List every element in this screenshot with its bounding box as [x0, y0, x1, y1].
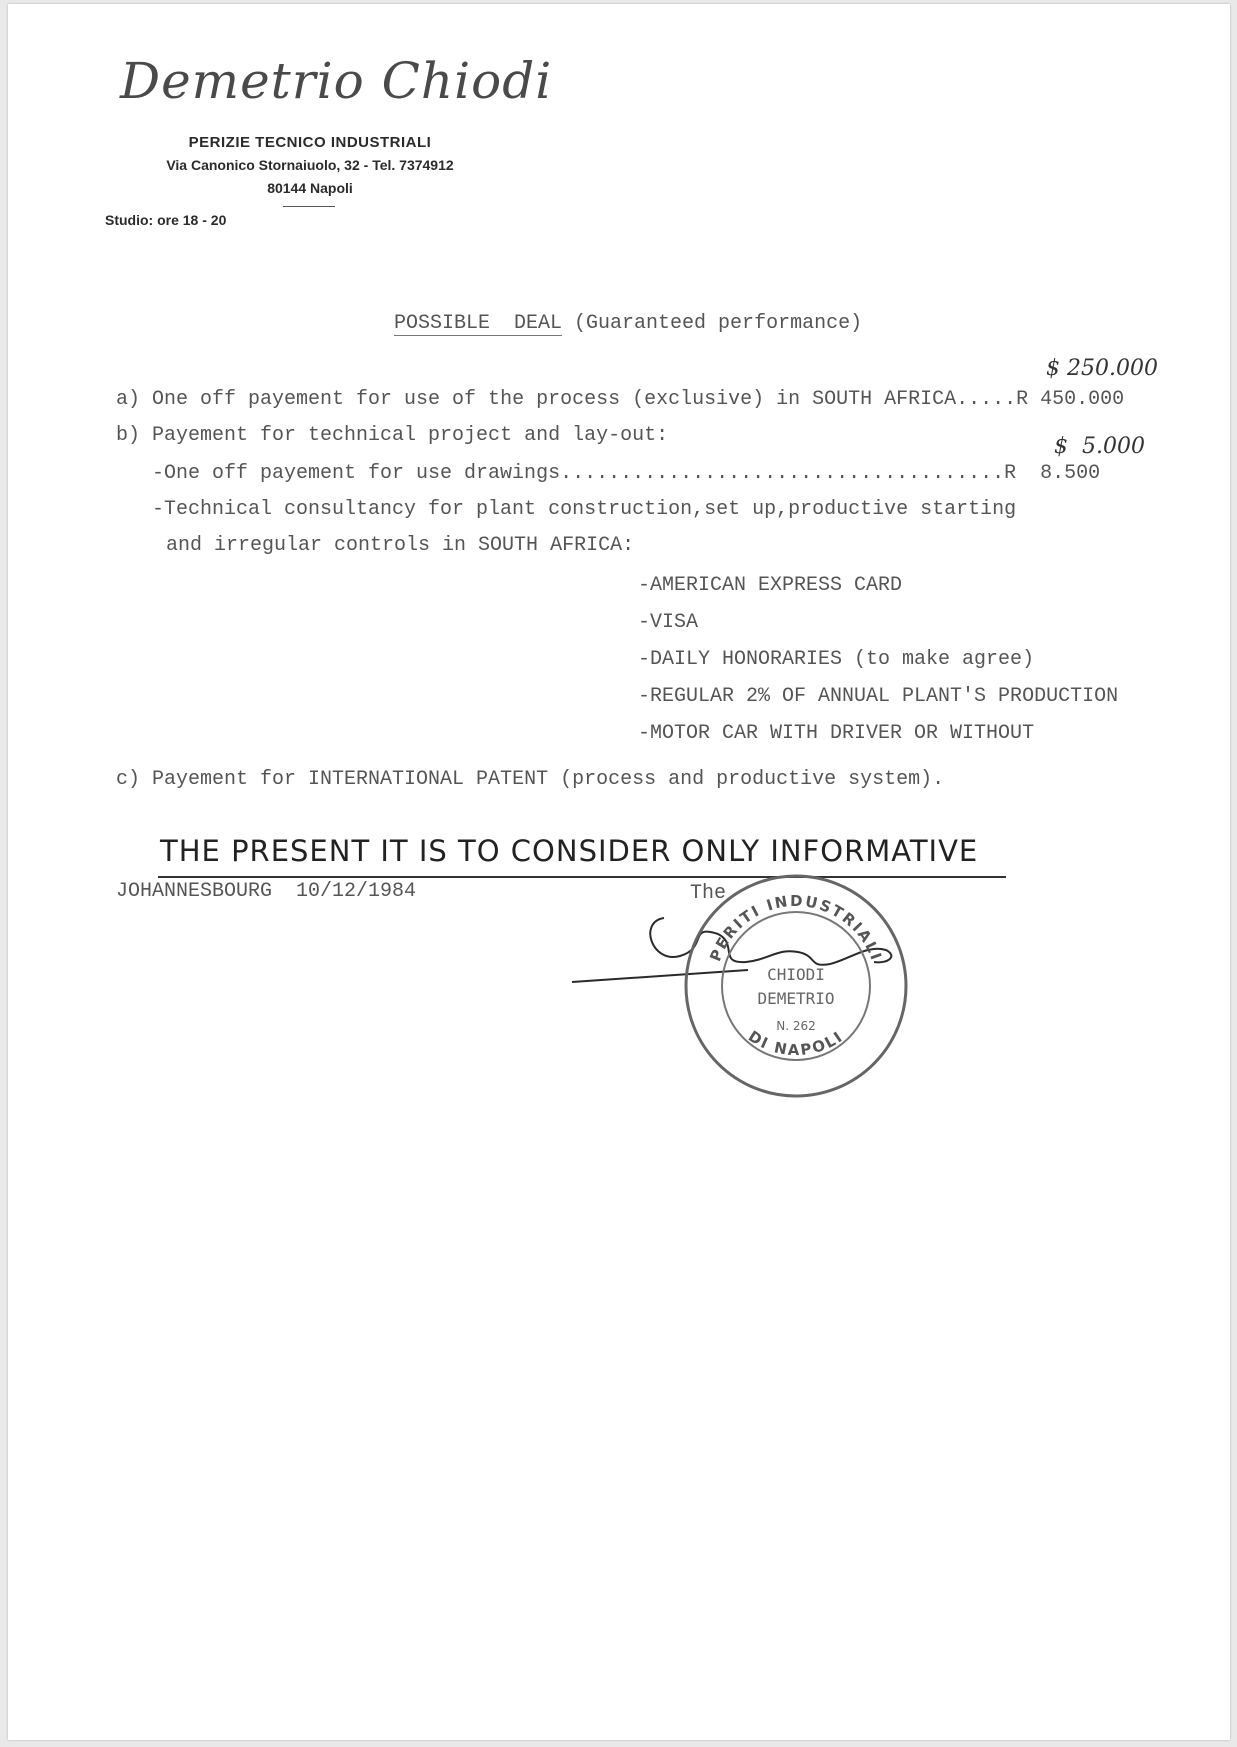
- letterhead-city: 80144 Napoli: [267, 180, 353, 196]
- document-title: [394, 312, 862, 335]
- letterhead-studio-hours: Studio: ore 18 - 20: [105, 212, 227, 228]
- item-b2-line1: -Technical consultancy for plant construction,set up,productive starting: [152, 498, 1017, 521]
- sub-item: -MOTOR CAR WITH DRIVER OR WITHOUT: [638, 722, 1035, 745]
- letterhead-address: Via Canonico Stornaiuolo, 32 - Tel. 7374912: [166, 157, 454, 173]
- stamp-outer-top: PERITI INDUSTRIALI: [706, 891, 886, 964]
- sub-item: -REGULAR 2% OF ANNUAL PLANT'S PRODUCTION: [638, 685, 1119, 708]
- letterhead-divider: [283, 206, 335, 207]
- sub-item: -DAILY HONORARIES (to make agree): [638, 648, 1035, 671]
- place-date: JOHANNESBOURG 10/12/1984: [116, 880, 417, 903]
- stamp-center-line3: N. 262: [776, 1019, 816, 1033]
- handwritten-amount-b1: $ 5.000: [1054, 434, 1145, 459]
- handwritten-amount-a: $ 250.000: [1046, 356, 1158, 381]
- svg-text:PERITI INDUSTRIALI: [706, 892, 885, 964]
- item-a: a) One off payement for use of the process (exclusive) in SOUTH AFRICA.....R 450.000: [116, 388, 1125, 411]
- sub-item: -AMERICAN EXPRESS CARD: [638, 574, 903, 597]
- signature-label: The: [690, 882, 727, 905]
- title-sub: (Guaranteed performance): [562, 312, 863, 335]
- letterhead-profession: PERIZIE TECNICO INDUSTRIALI: [188, 134, 432, 151]
- sub-item: -VISA: [638, 611, 699, 634]
- item-b1: -One off payement for use drawings.....................................R 8.500: [152, 462, 1101, 485]
- handwritten-note: THE PRESENT IT IS TO CONSIDER ONLY INFORMATIVE: [160, 834, 979, 868]
- item-b2-line2: and irregular controls in SOUTH AFRICA:: [166, 534, 635, 557]
- document-page: [8, 4, 1230, 1740]
- stamp-center-line1: CHIODI: [767, 965, 825, 984]
- title-main: POSSIBLE DEAL: [394, 312, 563, 335]
- stamp-center-line2: DEMETRIO: [757, 989, 835, 1008]
- official-stamp: [680, 870, 912, 1102]
- item-c: c) Payement for INTERNATIONAL PATENT (process and productive system).: [116, 768, 945, 791]
- item-b: b) Payement for technical project and lay-out:: [116, 424, 669, 447]
- letterhead-logo: Demetrio Chiodi: [120, 52, 553, 110]
- stamp-outer-bottom: DI NAPOLI: [745, 1026, 847, 1060]
